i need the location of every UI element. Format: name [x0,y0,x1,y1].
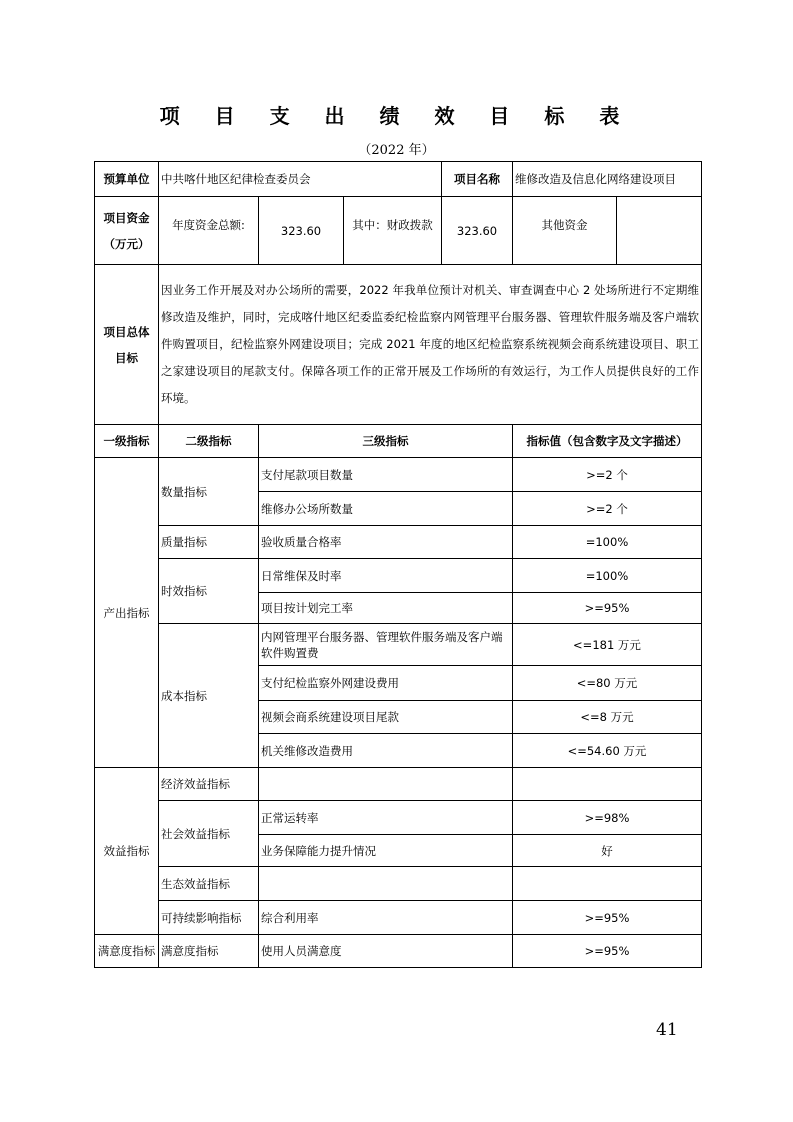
table-row [95,935,702,968]
indicator-value: >=2 个 [513,492,702,526]
indicator-value: >=98% [513,801,702,835]
col-value: 指标值（包含数字及文字描述） [513,425,702,458]
economic-indicator: 经济效益指标 [159,768,259,801]
output-indicator: 产出指标 [95,458,159,768]
col-level1: 一级指标 [95,425,159,458]
goal-text: 因业务工作开展及对办公场所的需要，2022 年我单位预计对机关、审查调查中心 2 处场所进行不定期维修改造及维护，同时，完成喀什地区纪委监委纪检监察内网管理平台服务器、管理软件服务端及客户端软件购置项目，纪检监察外网建设项目；完成 2021 年度的地区纪检监察系统视频会商系统建设项目、职工之家建设项目的尾款支付。保障各项工作的正常开展及工作场所的有效运行，为工作人员提供良好的工作环境。 [159,265,702,425]
indicator-name: 内网管理平台服务器、管理软件服务端及客户端软件购置费 [259,624,513,666]
indicator-value: >=2 个 [513,458,702,492]
col-level3: 三级指标 [259,425,513,458]
table-row [95,624,702,666]
goal-row [95,265,702,425]
indicator-value: >=95% [513,593,702,624]
timeliness-indicator: 时效指标 [159,559,259,624]
indicator-name: 业务保障能力提升情况 [259,835,513,867]
indicator-name: 日常维保及时率 [259,559,513,593]
indicator-name: 使用人员满意度 [259,935,513,968]
satisfaction-level2: 满意度指标 [159,935,259,968]
indicator-value [513,867,702,901]
sustainable-indicator: 可持续影响指标 [159,901,259,935]
table-row [95,526,702,559]
indicator-name: 综合利用率 [259,901,513,935]
page-title: 项 目 支 出 绩 效 目 标 表 [159,104,634,128]
funds-label [95,197,159,265]
header-row [95,162,702,197]
annual-funds-value: 323.60 [259,197,344,265]
funds-label-line1: 项目资金 [103,210,150,225]
project-name-label: 项目名称 [442,162,513,197]
fiscal-funds-label: 其中：财政拨款 [344,197,442,265]
indicator-value: =100% [513,559,702,593]
social-indicator: 社会效益指标 [159,801,259,867]
funds-label-line2: （万元） [103,236,150,251]
goal-label: 项目总体目标 [95,265,159,425]
satisfaction-level1: 满意度指标 [95,935,159,968]
annual-funds-label: 年度资金总额: [159,197,259,265]
indicator-value: >=95% [513,901,702,935]
indicator-value: >=95% [513,935,702,968]
indicator-name: 支付尾款项目数量 [259,458,513,492]
indicator-value: =100% [513,526,702,559]
indicator-value [513,768,702,801]
budget-unit-label: 预算单位 [95,162,159,197]
indicator-value: <=54.60 万元 [513,734,702,768]
year-label: （2022 年） [358,143,435,158]
cost-indicator: 成本指标 [159,624,259,768]
indicator-value: 好 [513,835,702,867]
indicator-name: 机关维修改造费用 [259,734,513,768]
indicator-value: <=80 万元 [513,666,702,701]
other-funds-value [617,197,702,265]
table-row [95,458,702,492]
table-row [95,801,702,835]
table-row [95,768,702,801]
table-row [95,867,702,901]
indicator-name: 正常运转率 [259,801,513,835]
indicator-name [259,768,513,801]
ecological-indicator: 生态效益指标 [159,867,259,901]
page-number: 41 [656,1020,678,1040]
budget-unit-value: 中共喀什地区纪律检查委员会 [159,162,442,197]
table-row [95,559,702,593]
indicator-value: <=181 万元 [513,624,702,666]
performance-table [94,161,702,968]
col-level2: 二级指标 [159,425,259,458]
indicator-name: 验收质量合格率 [259,526,513,559]
table-row [95,901,702,935]
other-funds-label: 其他资金 [513,197,617,265]
project-name-value: 维修改造及信息化网络建设项目 [513,162,702,197]
benefit-indicator: 效益指标 [95,768,159,935]
column-header-row [95,425,702,458]
indicator-name: 维修办公场所数量 [259,492,513,526]
indicator-name: 视频会商系统建设项目尾款 [259,701,513,734]
fiscal-funds-value: 323.60 [442,197,513,265]
quality-indicator: 质量指标 [159,526,259,559]
funds-row [95,197,702,265]
indicator-name [259,867,513,901]
indicator-name: 项目按计划完工率 [259,593,513,624]
quantity-indicator: 数量指标 [159,458,259,526]
indicator-name: 支付纪检监察外网建设费用 [259,666,513,701]
indicator-value: <=8 万元 [513,701,702,734]
